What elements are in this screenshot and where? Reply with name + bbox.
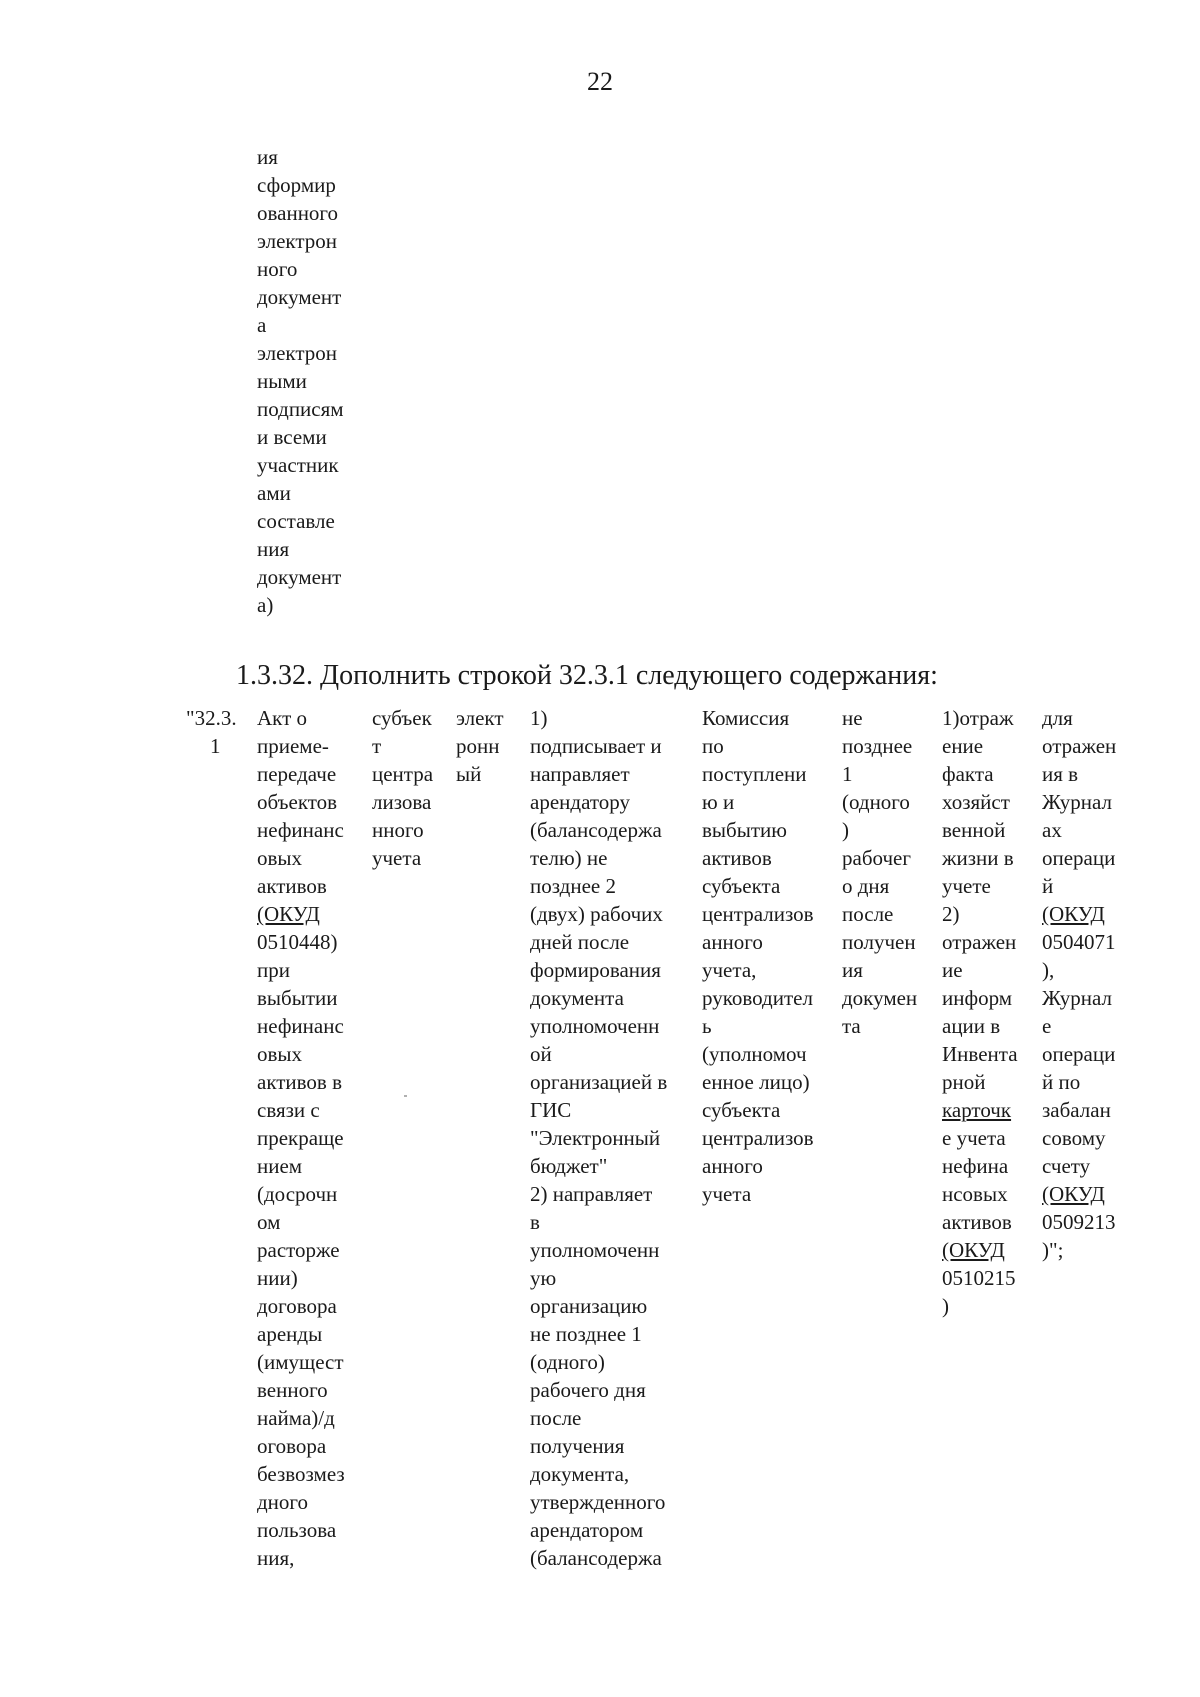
cell-line: элект [456,706,504,730]
cell-line: расторже [257,1238,340,1262]
cell-line: дней после [530,930,630,954]
cell-line: нефинанс [257,818,344,842]
cell-line: при [257,958,290,982]
continuation-line: ного [257,257,298,281]
cell-line: учета, [702,958,757,982]
table-cell-responsible [702,704,834,1208]
table-cell-recording [942,704,1034,1320]
cell-line: (досрочн [257,1182,338,1206]
cell-line: организацией в [530,1070,668,1094]
cell-line: й [1042,874,1054,898]
cell-line: венного [257,1378,328,1402]
cell-line: получен [842,930,916,954]
cell-line: хозяйст [942,790,1010,814]
cell-line: учета [702,1182,752,1206]
cell-line: активов [942,1210,1012,1234]
cell-line: дного [257,1490,309,1514]
cell-line: анного [702,930,763,954]
cell-line: 2) [942,902,960,926]
cell-line: "Электронный [530,1126,661,1150]
cell-line: 2) направляет [530,1182,653,1206]
cell-line: получения [530,1434,625,1458]
cell-line: ю и [702,790,735,814]
cell-line: е [1042,1014,1052,1038]
cell-line: формирования [530,958,661,982]
cell-line: (имущест [257,1350,344,1374]
cell-line: отражен [1042,734,1117,758]
cell-line: в [530,1210,540,1234]
cell-line: утвержденного [530,1490,666,1514]
cell-line: позднее 2 [530,874,616,898]
cell-line: централизов [702,1126,814,1150]
continuation-line: а [257,313,267,337]
cell-line: ) [842,818,849,842]
cell-line: учете [942,874,991,898]
cell-line: связи с [257,1098,320,1122]
cell-line: по [702,734,724,758]
cell-line: поступлени [702,762,807,786]
continuation-line: электрон [257,341,338,365]
cell-line: (одного) [530,1350,605,1374]
cell-line: организацию [530,1294,648,1318]
cell-line: анного [702,1154,763,1178]
cell-line: (ОКУД [1042,902,1105,926]
cell-line: )"; [1042,1238,1064,1262]
cell-line: выбытию [702,818,787,842]
cell-line: факта [942,762,994,786]
cell-line: уполномоченн [530,1238,660,1262]
cell-line: не позднее 1 [530,1322,642,1346]
cell-line: документа, [530,1462,630,1486]
cell-line: найма)/д [257,1406,335,1430]
cell-line: документа [530,986,624,1010]
cell-line: для [1042,706,1073,730]
cell-line: ГИС [530,1098,572,1122]
cell-line: учета [372,846,422,870]
cell-line: нии) [257,1266,298,1290]
cell-line: нием [257,1154,303,1178]
cell-line: ый [456,762,482,786]
cell-line: арендатором [530,1518,644,1542]
cell-line: уполномоченн [530,1014,660,1038]
cell-line: руководител [702,986,813,1010]
cell-line: счету [1042,1154,1091,1178]
cell-line: безвозмез [257,1462,345,1486]
continuation-line: сформир [257,173,336,197]
table-cell-document [257,704,367,1572]
cell-line: забалан [1042,1098,1111,1122]
cell-line: та [842,1014,861,1038]
cell-line: жизни в [942,846,1014,870]
continuation-line: составле [257,509,335,533]
continuation-line: участник [257,453,339,477]
cell-line: активов [702,846,772,870]
cell-line: информ [942,986,1013,1010]
cell-line: 0510448) [257,930,338,954]
cell-line: Комиссия [702,706,790,730]
cell-line: рной [942,1070,986,1094]
cell-line: субъекта [702,1098,781,1122]
cell-line: рабочего дня [530,1378,646,1402]
cell-line: енное лицо) [702,1070,810,1094]
cell-line: централизов [702,902,814,926]
continuation-line: документ [257,565,342,589]
cell-line: ие [942,958,963,982]
cell-line: активов [257,874,327,898]
continuation-line: ами [257,481,291,505]
cell-line: (балансодержа [530,1546,662,1570]
cell-line: 1) [530,706,548,730]
cell-line: 0504071 [1042,930,1116,954]
cell-line: овых [257,846,303,870]
cell-line: е учета [942,1126,1006,1150]
cell-line: операци [1042,846,1116,870]
cell-line: рабочег [842,846,911,870]
cell-line: оговора [257,1434,327,1458]
cell-line: после [530,1406,582,1430]
continuation-line: ния [257,537,290,561]
cell-line: (балансодержа [530,818,662,842]
cell-line: о дня [842,874,890,898]
continuation-line: а) [257,593,274,617]
cell-line: не [842,706,863,730]
cell-line: нефинанс [257,1014,344,1038]
continuation-line: электрон [257,229,338,253]
cell-line: пользова [257,1518,337,1542]
cell-line: подписывает и [530,734,662,758]
cell-line: активов в [257,1070,343,1094]
cell-line: (ОКУД [257,902,320,926]
cell-line: докумен [842,986,918,1010]
cell-line: ния, [257,1546,295,1570]
cell-line: Журнал [1042,986,1113,1010]
table-cell-deadline [842,704,934,1040]
cell-line: ую [530,1266,557,1290]
cell-line: ах [1042,818,1062,842]
scan-speck [404,1095,407,1097]
cell-line: бюджет" [530,1154,608,1178]
cell-line: нного [372,818,424,842]
cell-line: Журнал [1042,790,1113,814]
cell-line: выбытии [257,986,338,1010]
cell-line: аренды [257,1322,323,1346]
table-cell-form [456,704,518,788]
cell-line: ия [842,958,863,982]
section-heading: 1.3.32. Дополнить строкой 32.3.1 следующего содержания: [236,660,938,691]
continuation-text [257,143,367,619]
continuation-line: документ [257,285,342,309]
cell-line: после [842,902,894,926]
cell-line: Акт о [257,706,308,730]
cell-line: субъекта [702,874,781,898]
table-cell-procedure [530,704,690,1572]
cell-line: позднее [842,734,913,758]
page-number: 22 [587,67,613,96]
cell-line: Инвента [942,1042,1018,1066]
cell-line: отражен [942,930,1017,954]
cell-line: прекраще [257,1126,344,1150]
cell-line: телю) не [530,846,608,870]
table-cell-purpose [1042,704,1132,1264]
cell-line: 1)отраж [942,706,1014,730]
cell-line: объектов [257,790,338,814]
cell-line: "32.3. [186,706,237,730]
cell-line: (ОКУД [1042,1182,1105,1206]
cell-line: арендатору [530,790,630,814]
table-cell-number [186,704,242,760]
cell-line: субъек [372,706,432,730]
cell-line: приеме- [257,734,329,758]
cell-line: нефина [942,1154,1009,1178]
cell-line: ой [530,1042,552,1066]
cell-line: (ОКУД [942,1238,1005,1262]
cell-line: ации в [942,1014,1001,1038]
cell-line: (двух) рабочих [530,902,663,926]
cell-line: й по [1042,1070,1081,1094]
cell-line: 1 [842,762,853,786]
cell-line: центра [372,762,434,786]
table-cell-compiler [372,704,452,872]
continuation-line: ованного [257,201,339,225]
cell-line: ом [257,1210,281,1234]
cell-line: ь [702,1014,712,1038]
cell-line: 1 [210,734,221,758]
cell-line: 0509213 [1042,1210,1116,1234]
cell-line: ение [942,734,984,758]
cell-line: ), [1042,958,1055,982]
cell-line: венной [942,818,1006,842]
cell-line: договора [257,1294,337,1318]
continuation-line: подписям [257,397,344,421]
cell-line: т [372,734,382,758]
cell-line: лизова [372,790,432,814]
cell-line: (уполномоч [702,1042,807,1066]
cell-line: 0510215 [942,1266,1016,1290]
cell-line: направляет [530,762,630,786]
cell-line: совому [1042,1126,1106,1150]
cell-line: операци [1042,1042,1116,1066]
cell-line: ронн [456,734,500,758]
cell-line: карточк [942,1098,1012,1122]
cell-line: овых [257,1042,303,1066]
cell-line: ия в [1042,762,1079,786]
continuation-line: ия [257,145,278,169]
cell-line: (одного [842,790,910,814]
continuation-line: и всеми [257,425,327,449]
cell-line: ) [942,1294,949,1318]
cell-line: нсовых [942,1182,1008,1206]
continuation-line: ными [257,369,307,393]
cell-line: передаче [257,762,337,786]
